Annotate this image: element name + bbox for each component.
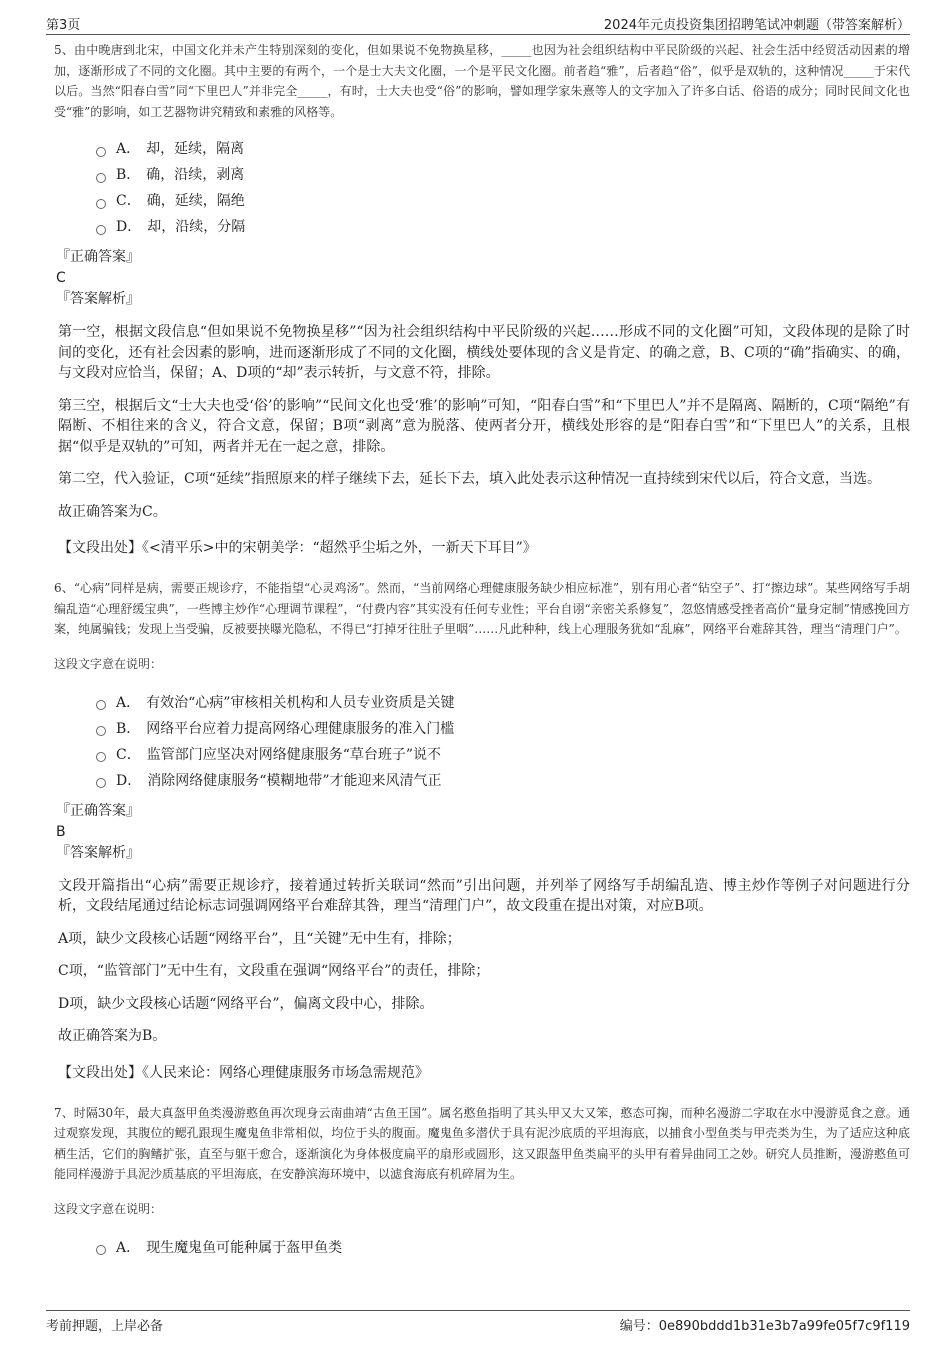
option-list [96,690,910,794]
document-id: 编号：0e890bddd1b31e3b7a99fe05f7c9f119 [619,1319,910,1334]
radio-icon[interactable] [96,1245,106,1255]
option-c[interactable] [96,188,910,214]
option-list [96,1235,910,1261]
analysis-paragraph: A项，缺少文段核心话题“网络平台”，且“关键”无中生有，排除； [58,930,461,947]
page-footer [46,1310,910,1335]
radio-icon[interactable] [96,726,106,736]
document-title: 2024年元贞投资集团招聘笔试冲刺题（带答案解析） [603,18,910,33]
source-citation: 【文段出处】《人民来论：网络心理健康服务市场急需规范》 [58,1064,429,1081]
answer-value: B [56,823,66,840]
option-letter: C． [116,193,141,209]
option-text: 消除网络健康服务“模糊地带”才能迎来风清气正 [147,772,442,789]
analysis-paragraph: C项，“监管部门”无中生有，文段重在强调“网络平台”的责任，排除； [58,963,490,979]
option-text: 监管部门应坚决对网络健康服务“草台班子”说不 [146,746,442,763]
option-text: 确，沿续，剥离 [146,167,245,183]
option-a[interactable] [96,690,910,716]
radio-icon[interactable] [96,173,106,183]
option-d[interactable] [96,768,910,794]
option-letter: B． [116,167,141,183]
option-letter: D． [116,219,142,235]
option-a[interactable] [96,136,910,162]
option-text: 确，延续，隔绝 [146,193,245,209]
analysis-paragraph: 第三空，根据后文“士大夫也受‘俗’的影响”“民间文化也受‘雅’的影响”可知，“阳春白雪”和“下里巴人”并不是隔离、隔断的，C项“隔绝”有隔断、不相往来的含义，符合文意，保留；B项“剥离”意为脱落、使两者分开，横线处形容的是“阳春白雪”和“下里巴人”的关系，且根据“似乎是双轨的”可知，两者并无在一起之意，排除。 [58,397,910,455]
analysis-conclusion: 故正确答案为C。 [58,503,167,520]
option-text: 却，延续，隔离 [146,141,245,157]
option-letter: D． [116,772,142,789]
question-stem: 5、由中晚唐到北宋，中国文化并未产生特别深刻的变化，但如果说不免物换星移，_____也因为社会组织结构中平民阶级的兴起、社会生活中经贸活动因素的增加，逐渐形成了不同的文化圈。其中主要的有两个，一个是士大夫文化圈，一个是平民文化圈。前者趋“雅”，后者趋“俗”，似乎是双轨的，这种情况_____于宋代以后。当然“阳春白雪”同“下里巴人”并非完全_____，有时，士大夫也受“俗”的影响，譬如理学家朱熹等人的文字加入了许多白话、俗语的成分；同时民间文化也受“雅”的影响，如工艺器物讲究精致和素雅的风格等。 [54,43,910,119]
radio-icon[interactable] [96,778,106,788]
radio-icon[interactable] [96,199,106,209]
option-letter: C． [116,746,141,763]
answer-label: 『正确答案』 [56,802,140,819]
option-list [96,136,910,240]
option-c[interactable] [96,742,910,768]
page-header [46,12,910,35]
radio-icon[interactable] [96,752,106,762]
question-stem: 6、“心病”同样是病，需要正规诊疗，不能指望“心灵鸡汤”。然而，“当前网络心理健康服务缺少相应标准”，别有用心者“钻空子”、打“擦边球”。某些网络写手胡编乱造“心理舒缓宝典”，一些博主炒作“心理调节课程”，“付费内容”其实没有任何专业性；平台自诩“亲密关系修复”，忽悠情感受挫者高价“量身定制”情感挽回方案，纯属骗钱；发现上当受骗，反被要挟曝光隐私，不得已“打掉牙往肚子里咽”……凡此种种，线上心理服务犹如“乱麻”，网络平台难辞其咎，理当“清理门户”。 [54,581,910,636]
analysis-paragraph: 第二空，代入验证，C项“延续”指照原来的样子继续下去，延长下去，填入此处表示这种情况一直持续到宋代以后，符合文意，当选。 [58,471,882,487]
analysis-label: 『答案解析』 [56,844,140,861]
question-5 [54,40,910,558]
option-text: 有效治“心病”审核相关机构和人员专业资质是关键 [146,694,455,711]
option-d[interactable] [96,214,910,240]
footer-slogan: 考前押题，上岸必备 [46,1319,164,1334]
option-text: 却，沿续，分隔 [147,219,246,235]
option-letter: A． [116,1239,141,1256]
radio-icon[interactable] [96,147,106,157]
option-letter: A． [116,694,141,711]
answer-value: C [56,270,66,286]
option-a[interactable] [96,1235,910,1261]
question-6 [54,578,910,1083]
document-body [54,40,910,1267]
analysis-label: 『答案解析』 [56,291,140,307]
option-letter: A． [116,141,141,157]
radio-icon[interactable] [96,700,106,710]
radio-icon[interactable] [96,225,106,235]
analysis-conclusion: 故正确答案为B。 [58,1028,167,1044]
option-b[interactable] [96,162,910,188]
option-letter: B． [116,720,141,737]
page-number: 第3页 [46,18,81,33]
analysis-paragraph: 文段开篇指出“心病”需要正规诊疗，接着通过转折关联词“然而”引出问题，并列举了网络写手胡编乱造、博主炒作等例子对问题进行分析，文段结尾通过结论标志词强调网络平台难辞其咎，理当“清理门户”，故文段重在提出对策，对应B项。 [58,877,910,914]
option-text: 现生魔鬼鱼可能种属于盔甲鱼类 [146,1239,343,1256]
answer-label: 『正确答案』 [56,249,140,265]
option-b[interactable] [96,716,910,742]
analysis-paragraph: 第一空，根据文段信息“但如果说不免物换星移”“因为社会组织结构中平民阶级的兴起……形成不同的文化圈”可知，文段体现的是除了时间的变化，还有社会因素的影响，进而逐渐形成了不同的文化圈，横线处要体现的含义是肯定、的确之意，B、C项的“确”指确实、的确，与文段对应恰当，保留；A、D项的“却”表示转折，与文意不符，排除。 [58,324,910,381]
option-text: 网络平台应着力提高网络心理健康服务的准入门槛 [146,720,455,737]
analysis-paragraph: D项，缺少文段核心话题“网络平台”，偏离文段中心，排除。 [58,995,434,1012]
question-lead: 这段文字意在说明： [54,1201,163,1216]
question-lead: 这段文字意在说明： [54,656,163,671]
source-citation: 【文段出处】《<清平乐>中的宋朝美学：“超然乎尘垢之外，一新天下耳目”》 [58,540,537,556]
question-7 [54,1103,910,1261]
question-stem: 7、时隔30年，最大真盔甲鱼类漫游憨鱼再次现身云南曲靖“古鱼王国”。属名憨鱼指明了其头甲又大又笨，憨态可掬，而种名漫游二字取在水中漫游觅食之意。通过观察发现，其腹位的鳃孔跟现生魔鬼鱼非常相似，均位于头的腹面。魔鬼鱼多潜伏于具有泥沙底质的平坦海底，以捕食小型鱼类与甲壳类为生，为了适应这种底栖生活，它们的胸鳍扩张，直至与躯干愈合，逐渐演化为身体极度扁平的扇形或圆形，这又跟盔甲鱼类扁平的头甲有着异曲同工之妙。研究人员推断，漫游憨鱼可能同样漫游于具泥沙质基底的平坦海底，在安静滨海环境中，以滤食海底有机碎屑为生。 [54,1105,910,1181]
